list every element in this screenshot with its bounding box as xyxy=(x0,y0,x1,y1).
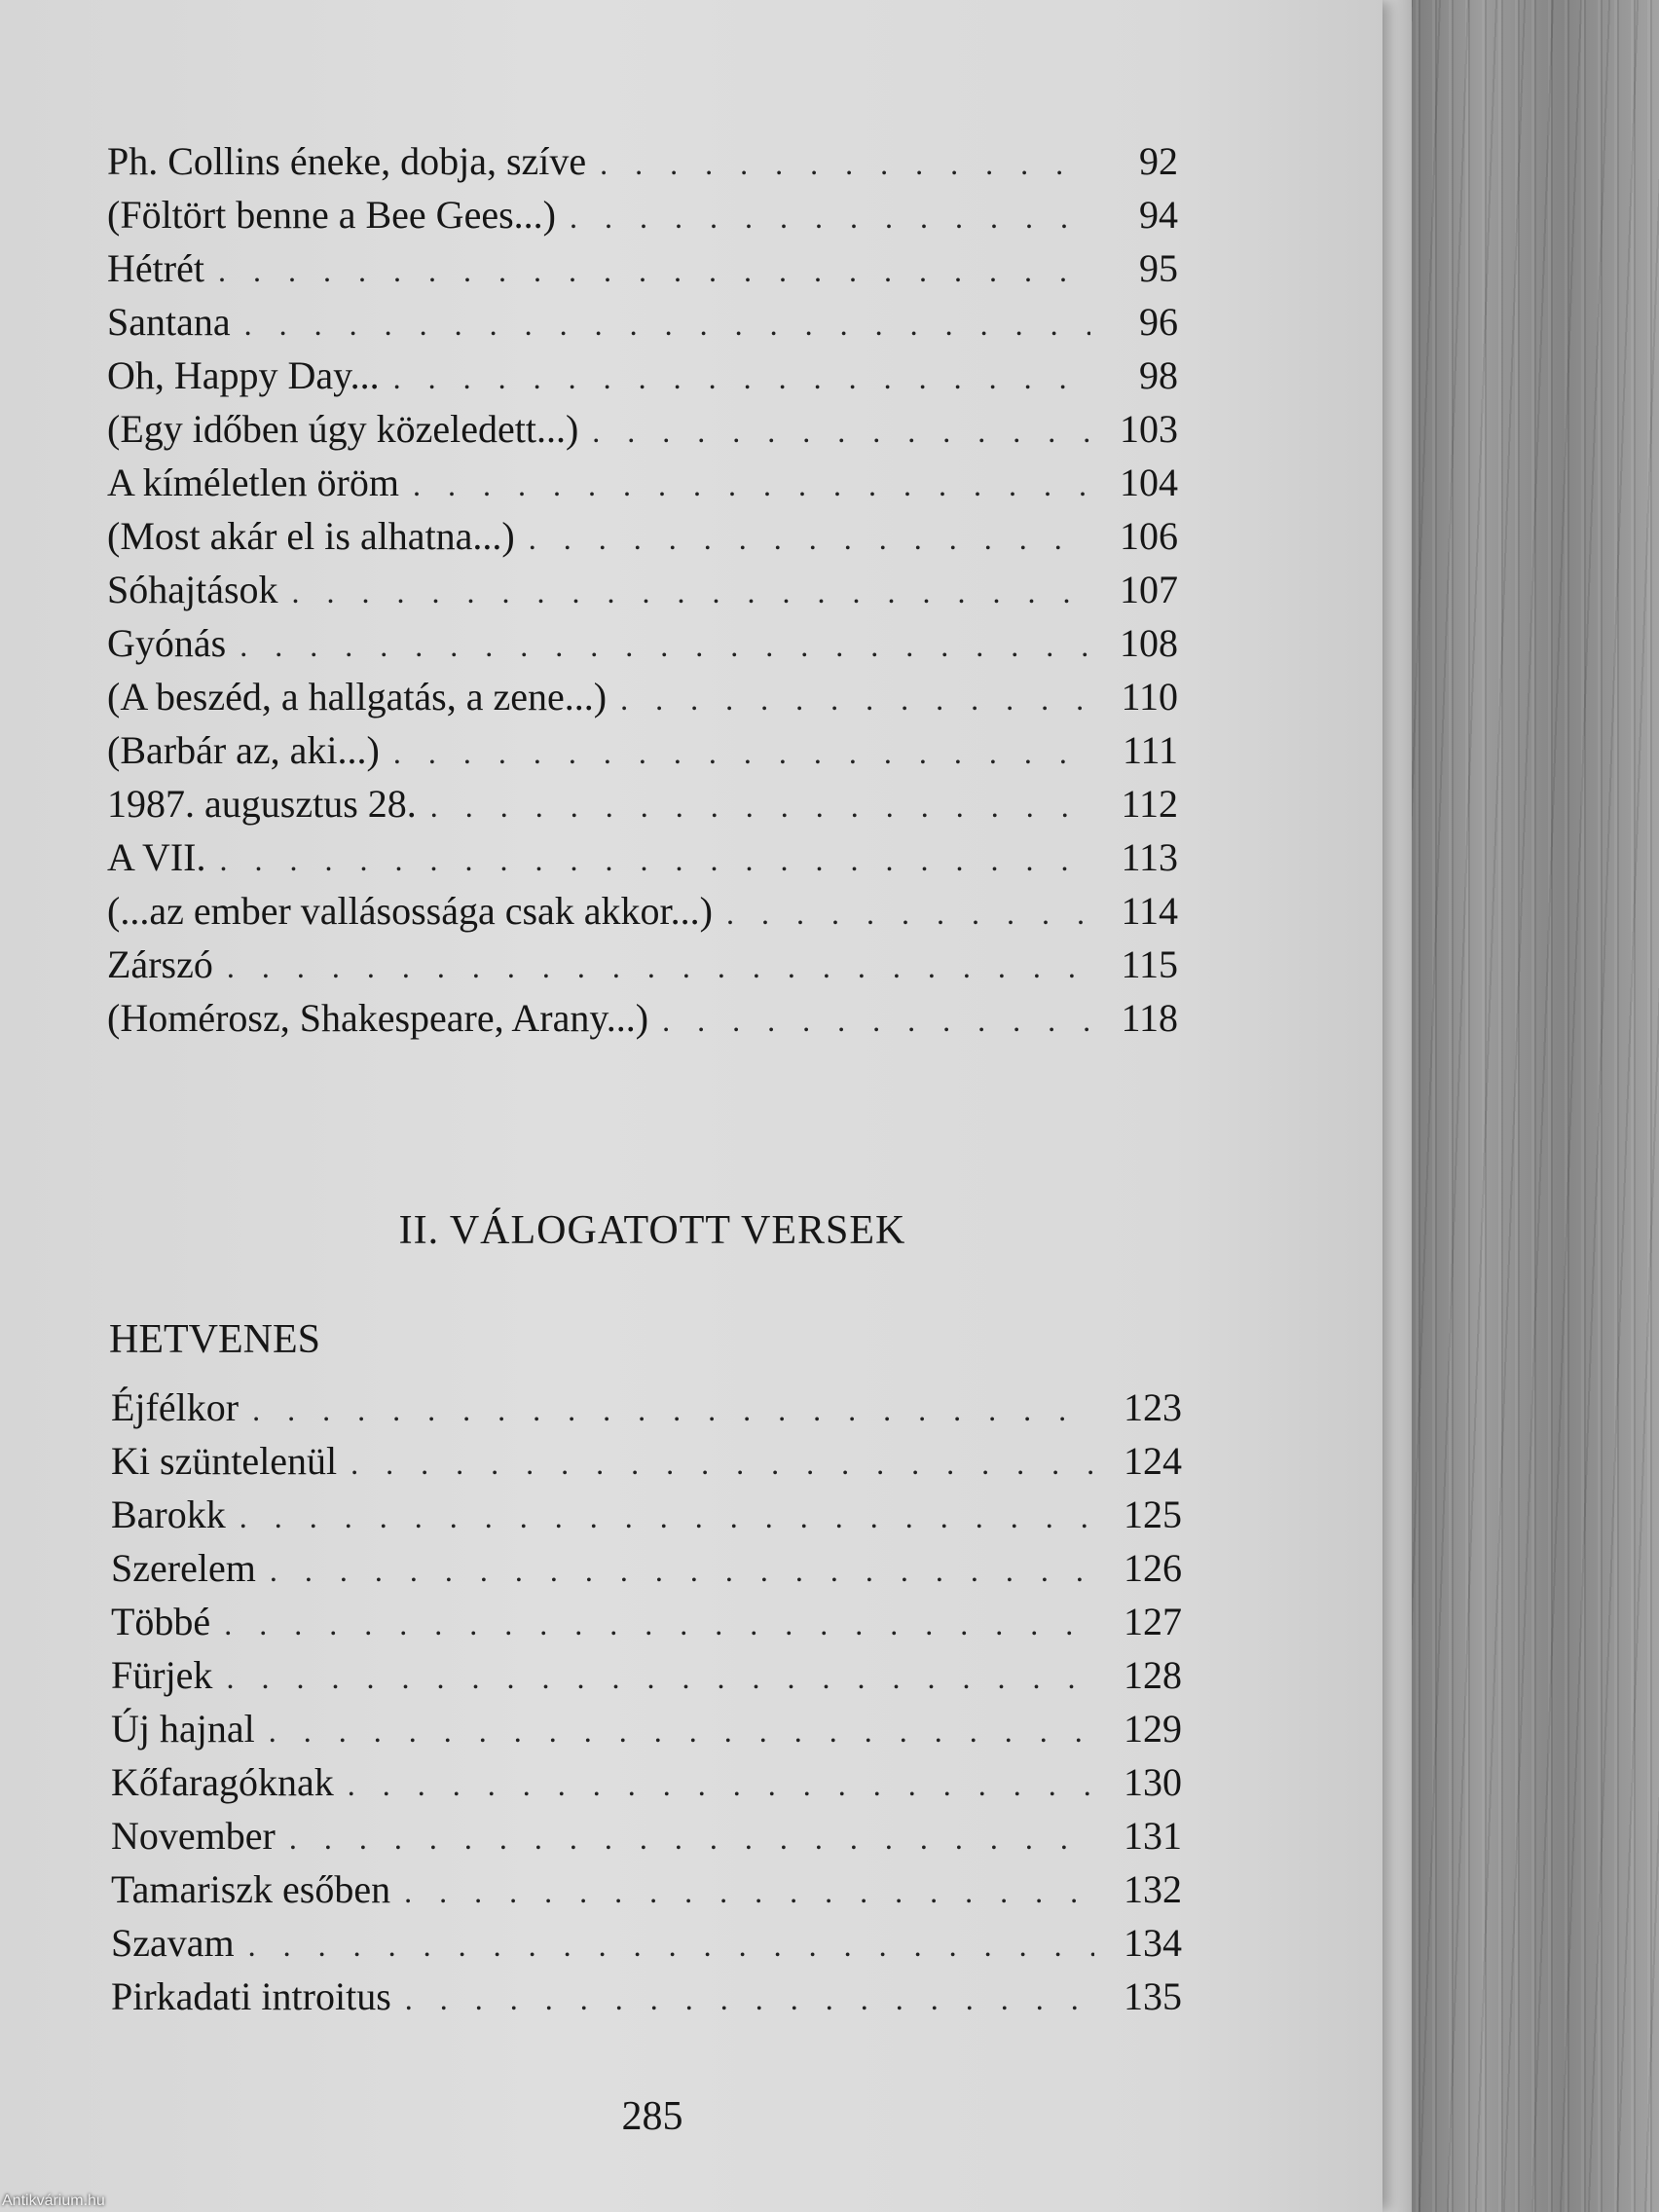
toc-entry-page: 126 xyxy=(1124,1546,1182,1590)
dot-leader xyxy=(529,512,1090,566)
dot-leader xyxy=(430,780,1090,833)
toc-entry-page: 95 xyxy=(1139,246,1178,290)
toc-entry-page: 110 xyxy=(1121,675,1178,719)
dot-leader xyxy=(620,673,1090,726)
toc-entry-title: Santana xyxy=(107,300,231,344)
toc-entry-title: (A beszéd, a hallgatás, a zene...) xyxy=(107,675,608,719)
toc-entry-page: 134 xyxy=(1124,1921,1182,1965)
toc-entry-page: 103 xyxy=(1120,407,1178,451)
dot-leader xyxy=(252,1383,1094,1437)
dot-leader xyxy=(289,1812,1094,1865)
toc-entry-page: 131 xyxy=(1124,1814,1182,1858)
dot-leader xyxy=(404,1865,1094,1919)
section-title: II. VÁLOGATOTT VERSEK xyxy=(398,1208,906,1253)
toc-entry xyxy=(111,1970,1182,2023)
toc-entry-page: 94 xyxy=(1139,193,1178,237)
toc-entry-page: 118 xyxy=(1121,996,1178,1040)
toc-entry xyxy=(111,1648,1182,1702)
toc-entry xyxy=(107,777,1178,830)
dot-leader xyxy=(224,1598,1094,1651)
dot-leader xyxy=(244,298,1090,351)
dot-leader xyxy=(600,137,1090,191)
dot-leader xyxy=(570,191,1090,244)
dot-leader xyxy=(726,887,1090,940)
toc-entry-title: Ki szüntelenül xyxy=(111,1439,338,1483)
dot-leader xyxy=(405,1972,1094,2026)
toc-entry-title: Zárszó xyxy=(107,942,213,986)
toc-entry-title: (Most akár el is alhatna...) xyxy=(107,514,515,558)
toc-entry xyxy=(111,1916,1182,1970)
toc-entry xyxy=(107,402,1178,456)
toc-entry-page: 129 xyxy=(1124,1707,1182,1751)
toc-entry-title: Új hajnal xyxy=(111,1707,255,1751)
toc-entry-page: 123 xyxy=(1124,1385,1182,1429)
toc-entry xyxy=(107,188,1178,241)
toc-entry xyxy=(111,1809,1182,1862)
sub-heading: HETVENES xyxy=(109,1317,320,1362)
dot-leader xyxy=(393,351,1090,405)
toc-entry xyxy=(107,456,1178,509)
toc-entry xyxy=(107,616,1178,670)
toc-entry xyxy=(111,1434,1182,1488)
toc-entry-title: Éjfélkor xyxy=(111,1385,240,1429)
toc-entry-title: (...az ember vallásossága csak akkor...) xyxy=(107,889,713,933)
toc-entry-title: Szavam xyxy=(111,1921,235,1965)
dot-leader xyxy=(218,244,1090,298)
toc-entry-page: 114 xyxy=(1121,889,1178,933)
toc-entry-title: (Egy időben úgy közeledett...) xyxy=(107,407,579,451)
toc-entry-title: Barokk xyxy=(111,1493,226,1536)
toc-entry-title: (Homérosz, Shakespeare, Arany...) xyxy=(107,996,649,1040)
toc-entry-page: 128 xyxy=(1124,1653,1182,1697)
toc-entry-title: Gyónás xyxy=(107,621,227,665)
dot-leader xyxy=(393,726,1090,780)
toc-entry-title: Ph. Collins éneke, dobja, szíve xyxy=(107,139,587,183)
toc-entry xyxy=(111,1381,1182,1434)
toc-entry-page: 107 xyxy=(1120,568,1178,611)
dot-leader xyxy=(292,566,1090,619)
dot-leader xyxy=(413,459,1090,512)
toc-entry xyxy=(111,1862,1182,1916)
toc-entry-page: 115 xyxy=(1121,942,1178,986)
toc-entry xyxy=(111,1488,1182,1541)
dot-leader xyxy=(269,1705,1094,1758)
table-of-contents-part-1 xyxy=(107,134,1178,1045)
toc-entry xyxy=(107,134,1178,188)
toc-entry-page: 124 xyxy=(1124,1439,1182,1483)
toc-entry xyxy=(111,1755,1182,1809)
toc-entry-page: 96 xyxy=(1139,300,1178,344)
toc-entry xyxy=(107,241,1178,295)
watermark: Antikvárium.hu xyxy=(2,2193,105,2209)
table-of-contents-part-2 xyxy=(111,1381,1182,2023)
page-number: 285 xyxy=(621,2094,683,2139)
dot-leader xyxy=(227,940,1090,994)
toc-entry-page: 113 xyxy=(1121,835,1178,879)
toc-entry-title: A VII. xyxy=(107,835,206,879)
toc-entry-title: Szerelem xyxy=(111,1546,256,1590)
toc-entry-page: 104 xyxy=(1120,461,1178,504)
toc-entry-page: 130 xyxy=(1124,1760,1182,1804)
toc-entry xyxy=(107,349,1178,402)
toc-entry-title: November xyxy=(111,1814,276,1858)
toc-entry-title: Tamariszk esőben xyxy=(111,1867,391,1911)
toc-entry xyxy=(111,1702,1182,1755)
toc-entry-title: Fürjek xyxy=(111,1653,213,1697)
dot-leader xyxy=(270,1544,1094,1598)
dot-leader xyxy=(348,1758,1094,1812)
toc-entry-title: (Barbár az, aki...) xyxy=(107,728,380,772)
toc-entry-page: 98 xyxy=(1139,353,1178,397)
toc-entry xyxy=(107,509,1178,563)
toc-entry-page: 125 xyxy=(1124,1493,1182,1536)
toc-entry-title: 1987. augusztus 28. xyxy=(107,782,417,826)
toc-entry-title: Hétrét xyxy=(107,246,204,290)
toc-entry xyxy=(111,1595,1182,1648)
dot-leader xyxy=(662,994,1090,1048)
toc-entry-title: Kőfaragóknak xyxy=(111,1760,334,1804)
toc-entry xyxy=(107,938,1178,991)
dot-leader xyxy=(248,1919,1094,1972)
toc-entry-page: 112 xyxy=(1121,782,1178,826)
toc-entry-title: Többé xyxy=(111,1600,211,1643)
toc-entry-page: 111 xyxy=(1122,728,1178,772)
toc-entry-page: 132 xyxy=(1124,1867,1182,1911)
toc-entry xyxy=(107,991,1178,1045)
toc-entry-title: (Föltört benne a Bee Gees...) xyxy=(107,193,556,237)
wood-table-background xyxy=(1382,0,1659,2212)
toc-entry xyxy=(107,723,1178,777)
dot-leader xyxy=(240,1491,1094,1544)
toc-entry-title: A kíméletlen öröm xyxy=(107,461,399,504)
toc-entry xyxy=(107,830,1178,884)
dot-leader xyxy=(226,1651,1094,1705)
dot-leader xyxy=(592,405,1090,459)
toc-entry xyxy=(111,1541,1182,1595)
toc-entry xyxy=(107,563,1178,616)
toc-entry-page: 106 xyxy=(1120,514,1178,558)
toc-entry-title: Pirkadati introitus xyxy=(111,1974,391,2018)
toc-entry-page: 127 xyxy=(1124,1600,1182,1643)
toc-entry-title: Oh, Happy Day... xyxy=(107,353,380,397)
toc-entry-page: 135 xyxy=(1124,1974,1182,2018)
toc-entry xyxy=(107,295,1178,349)
toc-entry xyxy=(107,884,1178,938)
toc-entry-page: 92 xyxy=(1139,139,1178,183)
toc-entry-page: 108 xyxy=(1120,621,1178,665)
toc-entry-title: Sóhajtások xyxy=(107,568,278,611)
dot-leader xyxy=(219,833,1090,887)
dot-leader xyxy=(350,1437,1094,1491)
toc-entry xyxy=(107,670,1178,723)
dot-leader xyxy=(240,619,1090,673)
